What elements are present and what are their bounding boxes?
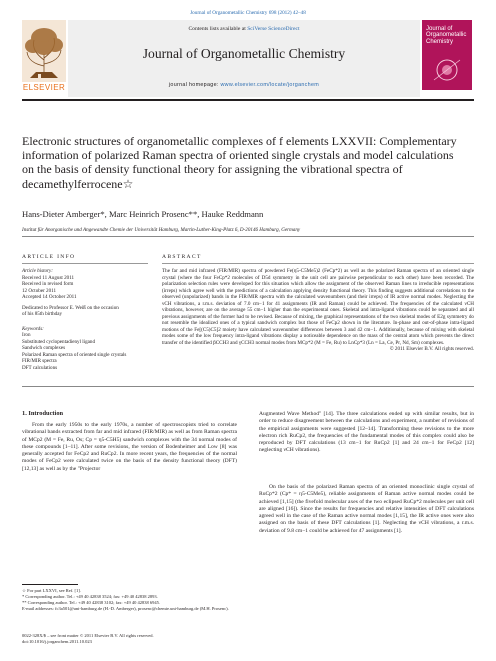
elsevier-logo	[22, 20, 66, 97]
keyword: Substituted cyclopentadienyl ligand	[22, 338, 95, 345]
section-heading-introduction: 1. Introduction	[22, 410, 64, 417]
dedication: Dedicated to Professor E. Weiß on the occasion of his 85th birthday	[22, 304, 119, 317]
homepage-link[interactable]: www.elsevier.com/locate/jorganchem	[220, 82, 320, 88]
sciencedirect-link[interactable]: SciVerse ScienceDirect	[247, 26, 300, 32]
title-rule	[22, 236, 474, 237]
intro-paragraph-right-2: On the basis of the polarized Raman spectra of an oriented monoclinic single crystal of RuCp*2 (Cp* = η5-C5Me5), reliable assignments of Raman active normal modes could be achieved [1,15] (the fivefold molecular axes of the two eclipsed RuCp*2 molecules per unit cell are aligned [16]). Since the results for frequencies and relative intensities of DFT calculations agreed well in the case of the Raman active normal modes [1,15], the IR active ones were also assigned on the basis of these DFT calculations [1]. Neglecting the νCH vibrations, a r.m.s. deviation of 9.8 cm−1 could be achieved for 47 assignments [1].	[259, 484, 474, 534]
abstract-heading: ABSTRACT	[162, 254, 202, 260]
publisher-logo-text: ELSEVIER	[22, 83, 66, 92]
keyword: DFT calculations	[22, 364, 58, 371]
footnotes	[22, 588, 237, 612]
issn: 0022-328X/$ – see front matter © 2011 Elsevier B.V. All rights reserved.	[22, 633, 154, 638]
history-item: Accepted 14 October 2011	[22, 294, 77, 300]
footnote: * Corresponding author. Tel.: +49 40 42838 3524; fax: +49 40 42838 2893.	[22, 593, 158, 599]
footnote-emails[interactable]: E-mail addresses: fc3a501@uni-hamburg.de (H.-D. Amberger), prosenc@chemie.uni-hamburg.de (M.H. Prosenc).	[22, 605, 229, 611]
journal-cover	[422, 20, 472, 90]
affiliation: Institut für Anorganische und Angewandte Chemie der Universität Hamburg, Martin-Luther-King-Platz 6, D-20146 Hamburg, Germany	[22, 227, 301, 233]
footnote: ** Corresponding author. Tel.: +49 40 42838 3102; fax: +49 40 42838 6945.	[22, 599, 161, 605]
journal-reference[interactable]: Journal of Organometallic Chemistry 698 (2012) 42–48	[190, 10, 306, 16]
abstract-text: The far and mid infrared (FIR/MIR) spectra of powdered Fe(η5-C5Me5)2 (FeCp*2) as well as the polarized Raman spectra of an oriented single crystal (where the four FeCp*2 molecules of D5d symmetry in the unit cell are pairwise perpendicular to each other) have been recorded. The polarization selection rules were developed for this situation which allow the assignment of the observed Raman lines to irreducible representations (irreps) which agree well with the predictions of a calculation applying density functional theory. This finding suggests additional correlations to the observed (unpolarized) bands in the FIR/MIR spectra with the calculated wavenumbers (and their irreps) of IR active normal modes. Neglecting the νCH vibrations, a r.m.s. deviation of 7.0 cm−1 for 41 assignments (IR and Raman) could be achieved. The frequencies of the calculated νCH vibrations, however, are on the average 55 cm−1 higher than the experimental ones. Skeletal and intra-ligand vibrations could be separated and all previous assignments of the former had to be revised. Because of mixing, the graphical representations of the two skeletal modes of E2g symmetry do not resemble the idealized ones of a typical sandwich complex but those of FeCp2 shown in the literature. In-phase and out-of-phase intra-ligand motions of the Fe[(C5)C5]2 moiety have calculated wavenumber differences between 3 and 42 cm−1. Additionally, because of mixing with skeletal modes some of the low frequency intra-ligand vibrations display a noticeable dependence on the mass of the central atom which prevents the direct transfer of the identified βCCH3 and γCCH3 normal modes from MCp*2 (M = Fe, Ru) to LnCp*3 (Ln = La, Ce, Pr, Nd, Sm) complexes.	[162, 268, 474, 346]
history-item: Received in revised form	[22, 281, 74, 287]
intro-paragraph-right-1: Augmented Wave Method" [14]. The three calculations ended up with similar results, but in order to reduce disagreement between the calculations and experiment, a number of revisions of the empirical assignments were suggested [12–14]. Transforming these revisions to the more electron rich RuCp2, the frequencies of the fundamental modes of this complex could also be reproduced by DFT calculations (13 cm−1 for RuCp2 [1] and 24 cm−1 for FeCp2 [12] neglecting νCH vibrations).	[259, 411, 474, 454]
article-title: Electronic structures of organometallic complexes of f elements LXXVII: Complementary information of polarized Raman spectra of oriented single crystals and model calculations on the basis of density functional theory for assigning the vibrational spectra of decamethylferrocene☆	[22, 134, 457, 191]
history-item: Received 11 August 2011	[22, 274, 75, 281]
keyword: Sandwich complexes	[22, 345, 66, 351]
copyright: © 2011 Elsevier B.V. All rights reserved.	[389, 346, 474, 352]
footnote: ☆ For part LXXVI, see Ref. [1].	[22, 588, 81, 593]
keyword: Polarized Raman spectra of oriented single crystals	[22, 351, 127, 358]
header-rule	[22, 99, 474, 101]
article-info-rule	[22, 263, 148, 264]
history-item: 12 October 2011	[22, 287, 57, 294]
doi[interactable]: doi:10.1016/j.jorganchem.2011.10.023	[22, 639, 92, 644]
abstract-bottom-rule	[22, 386, 474, 387]
issn-doi	[22, 633, 237, 645]
abstract-rule	[162, 263, 474, 264]
contents-line: Contents lists available at SciVerse ScienceDirect	[188, 26, 300, 32]
intro-paragraph-left: From the early 1950s to the early 1970s, a number of spectroscopists tried to correlate vibrational bands extracted from far and mid infrared (FIR/MIR) as well as from Raman spectra of MCp2 (M = Fe, Ru, Os; Cp = η5-C5H5) sandwich complexes with the 34 normal modes of these compounds [1–11]. After some revisions, the version of Bodenheimer and Low [8] was generally accepted for FeCp2 and RuCp2. In more recent years, the frequencies of the normal modes of FeCp2 were calculated twice on the basis of the density functional theory (DFT) [12,13] as well as by the "Projector	[22, 422, 237, 472]
journal-homepage: journal homepage: www.elsevier.com/locate/jorganchem	[168, 82, 320, 88]
cover-graphic	[430, 56, 464, 84]
footnote-rule	[22, 584, 78, 585]
keyword: FIR/MIR spectra	[22, 358, 57, 364]
journal-title: Journal of Organometallic Chemistry	[142, 46, 346, 61]
abstract	[162, 268, 474, 353]
keyword: Iron	[22, 332, 31, 338]
history-heading: Article history:	[22, 268, 53, 274]
keywords-heading: Keywords:	[22, 325, 44, 332]
article-info-heading: ARTICLE INFO	[22, 254, 76, 260]
article-info	[22, 268, 148, 371]
authors: Hans-Dieter Amberger*, Marc Heinrich Prosenc**, Hauke Reddmann	[22, 209, 264, 219]
cover-title: Journal of Organometallic Chemistry	[426, 26, 467, 45]
